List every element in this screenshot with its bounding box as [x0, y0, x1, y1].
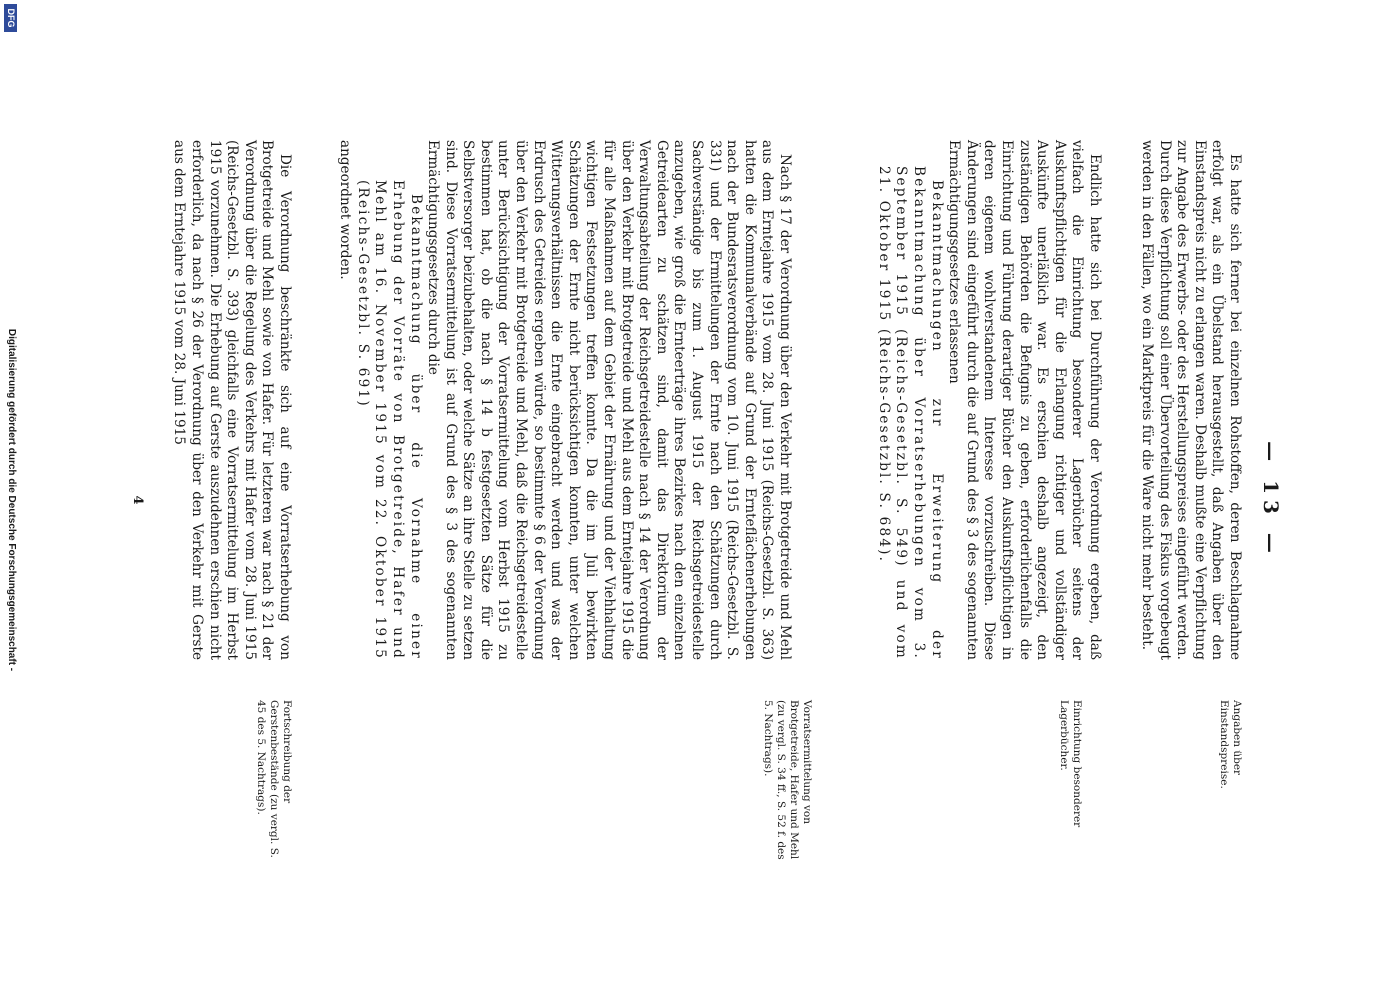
page-number: — 13 —: [1259, 441, 1283, 559]
cited-bekanntmachung: Bekanntmachungen zur Erweiterung der Bekanntmachung über Vorratserhebungen vom 3. September 1915 (Reichs-Gesetzbl. S. 549) und vom 21. Oktober 1915 (Reichs-Gesetzbl. S. 684).: [875, 166, 945, 660]
digitization-credit: Digitalisierung gefördert durch die Deutsche Forschungsgemeinschaft -: [6, 328, 17, 672]
paragraph-lagerbuecher: [874, 140, 1103, 660]
paragraph-text: Nach § 17 der Verordnung über den Verkehr mit Brotgetreide und Mehl aus dem Erntejahre 1915 vom 28. Juni 1915 (Reichs-Gesetzbl. S. 363) hatten die Kommunalverbände auf Grund der Ernteflächenerhebungen nach der Bundesratsverordnung vom 10. Juni 1915 (Reichs-Gesetzbl. S. 331) und der Ermittelungen der Ernte nach den Schätzungen durch Sachverständige bis zum 1. August 1915 der Reichsgetreidestelle anzugeben, wie groß die Ernteerträge ihres Bezirkes nach den einzelnen Getreidearten zu schätzen sind, damit das Direktorium der Verwaltungsabteilung der Reichsgetreidestelle nach § 14 der Verordnung über den Verkehr mit Brotgetreide und Mehl aus dem Erntejahre 1915 die für alle Maßnahmen auf dem Gebiet der Ernährung und der Viehhaltung wichtigen Festsetzungen treffen konnte. Da die im Juli bewirkten Schätzungen der Ernte nicht berücksichtigen konnten, unter welchen Witterungsverhältnissen die Ernte eingebracht werden und was der Erdrusch des Getreides ergeben würde, so bestimmte § 6 der Verordnung über den Verkehr mit Brotgetreide und Mehl, daß die Reichsgetreidestelle unter Berücksichtigung der Vorratsermittelung vom Herbst 1915 zu bestimmen hat, ob die nach § 14 b festgesetzten Sätze für die Selbstversorger beizubehalten, oder welche Sätze an ihre Stelle zu setzen sind. Diese Vorratsermittelung ist auf Grund des § 3 des sogenannten Ermächtigungsgesetzes durch die: [425, 140, 793, 660]
side-note: Fortschreibung der Gerstenbestände (zu vergl. S. 45 des 5. Nachtrags).: [255, 700, 293, 858]
side-note: Einrichtung besonderer Lagerbücher.: [1058, 700, 1083, 828]
paragraph-vorratsermittelung: [336, 140, 793, 660]
side-note: Vorratsermittelung von Brotgetreide, Hafer und Mehl (zu vergl. S. 34 ff., S. 52 f. des 5. Nachtrags).: [762, 700, 813, 860]
paragraph-text: Endlich hatte sich bei Durchführung der Verordnung ergeben, daß vielfach die Einrichtung besonderer Lagerbücher seitens der Auskunftspflichtigen für die Erlangung richtiger und vollständiger Auskünfte unerläßlich war. Es erschien deshalb angezeigt, den zuständigen Behörden die Befugnis zu geben, erforderlichenfalls die Einrichtung und Führung derartiger Bücher den Auskunftspflichtigen in deren eigenem wohlverstandenem Interesse vorzuschreiben. Diese Änderungen sind eingeführt durch die auf Grund des § 3 des sogenannten Ermächtigungsgesetzes erlassenen: [946, 140, 1103, 660]
paragraph-gerste: [170, 140, 293, 660]
paragraph-einstandspreise: [1137, 140, 1243, 660]
signature-mark: 4: [130, 495, 145, 505]
dfg-logo: DFG: [4, 4, 17, 32]
paragraph-text: Es hatte sich ferner bei einzelnen Rohstoffen, deren Beschlagnahme erfolgt war, als ein Übelstand herausgestellt, daß Angaben über den Einstandspreis nicht zu erlangen waren. Deshalb mußte eine Verpflichtung zur Angabe des Erwerbs- oder des Herstellungspreises eingeführt werden. Durch diese Verpflichtung soll einer Übervorteilung des Fiskus vorgebeugt werden in den Fällen, wo ein Marktpreis für die Ware nicht mehr besteht.: [1139, 140, 1243, 660]
paragraph-text: angeordnet worden.: [337, 140, 354, 280]
side-note: Angaben über Einstandspreise.: [1218, 700, 1243, 789]
cited-bekanntmachung: Bekanntmachung über die Vornahme einer Erhebung der Vorräte von Brotgetreide, Hafer und Mehl am 16. November 1915 vom 22. Oktober 1915 (Reichs-Gesetzbl. S. 691): [354, 180, 424, 660]
paragraph-text: Die Verordnung beschränkte sich auf eine Vorratserhebung von Brotgetreide und Mehl sowie von Hafer. Für letzteren war nach § 21 der Verordnung über die Regelung des Verkehrs mit Hafer vom 28. Juni 1915 (Reichs-Gesetzbl. S. 393) gleichfalls eine Vorratsermittelung im Herbst 1915 vorzunehmen. Die Erhebung auf Gerste auszudehnen erschien nicht erforderlich, da nach § 26 der Verordnung über den Verkehr mit Gerste aus dem Erntejahre 1915 vom 28. Juni 1915: [171, 140, 293, 660]
